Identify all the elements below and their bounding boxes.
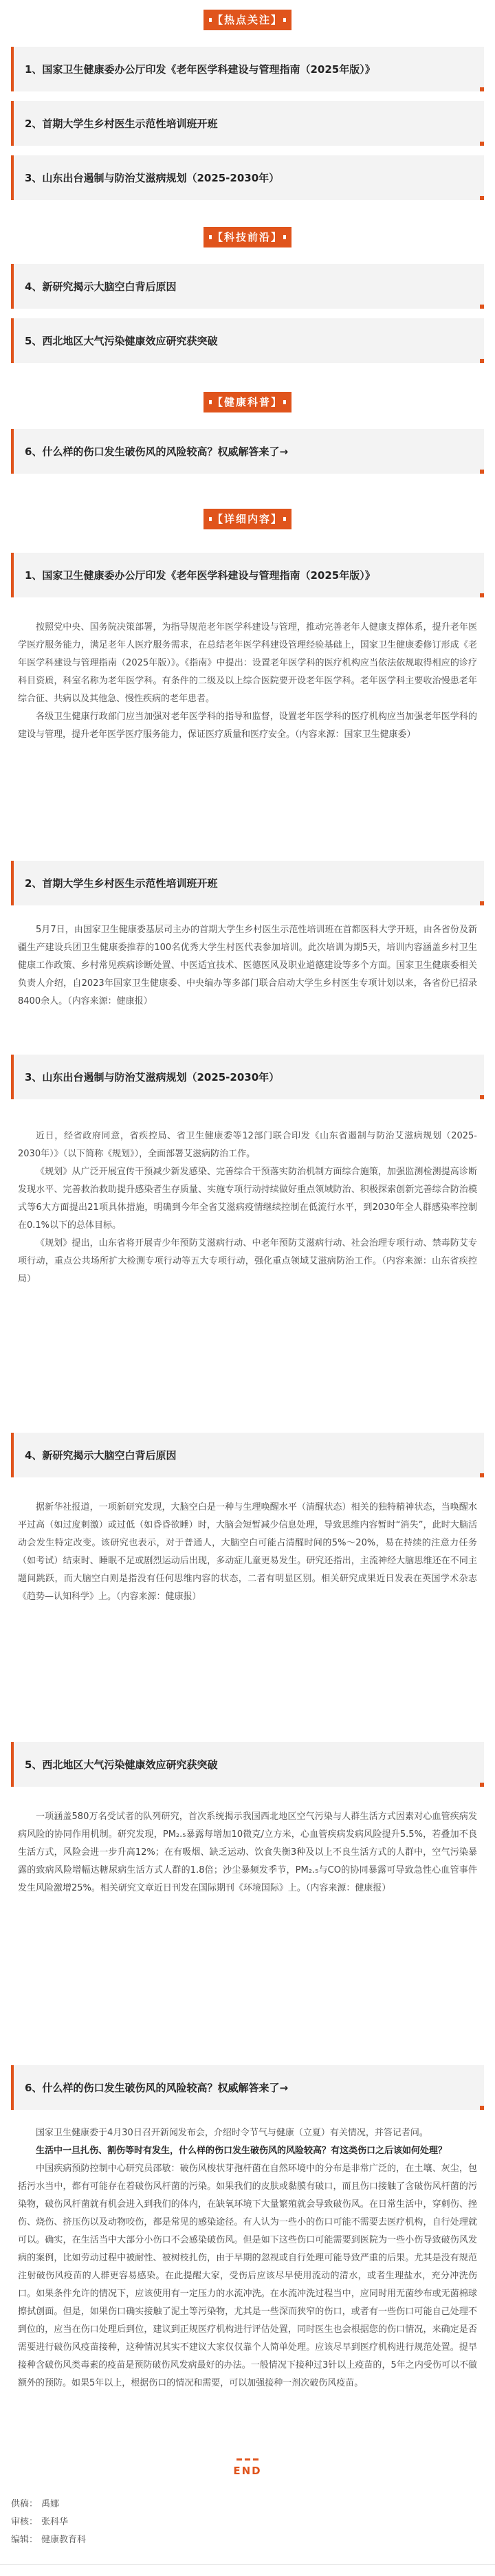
section-tag-tech: 【科技前沿】	[204, 227, 292, 247]
paragraph: 近日，经省政府同意，省疾控局、省卫生健康委等12部门联合印发《山东省遏制与防治艾滋病规划（2025-2030年）》（以下简称《规划》），全面部署艾滋病防治工作。	[18, 1131, 477, 1159]
headline-text: 2、首期大学生乡村医生示范性培训班开班	[25, 118, 218, 130]
corner-mark	[480, 196, 484, 200]
corner-mark	[480, 1783, 484, 1787]
section-tech	[0, 227, 495, 247]
detail-title	[11, 553, 484, 597]
health-list	[0, 419, 495, 483]
end-decoration	[0, 2458, 495, 2461]
detail-1-body	[0, 619, 495, 744]
detail-title-text: 5、西北地区大气污染健康效应研究获突破	[25, 1759, 218, 1771]
corner-mark	[480, 87, 484, 91]
paragraph: 国家卫生健康委于4月30日召开新闻发布会，介绍时令节气与健康（立夏）有关情况，并答记者问。	[36, 2128, 428, 2138]
corner-mark	[480, 901, 484, 905]
tech-list	[0, 254, 495, 373]
section-tag-hot: 【热点关注】	[204, 10, 292, 30]
hot-list	[0, 37, 495, 210]
corner-mark	[480, 2106, 484, 2110]
end-mark	[0, 2458, 495, 2477]
detail-title	[11, 1433, 484, 1477]
detail-title-text: 4、新研究揭示大脑空白背后原因	[25, 1449, 177, 1462]
detail-5-body	[0, 1808, 495, 1897]
paragraph: 各级卫生健康行政部门应当加强对老年医学科的指导和监督，设置老年医学科的医疗机构应当加强老年医学科的建设与管理，提升老年医学医疗服务能力，保证医疗质量和医疗安全。（内容来源：国家卫生健康委）	[18, 712, 477, 740]
paragraph: 据新华社报道，一项新研究发现，大脑空白是一种与生理唤醒水平（清醒状态）相关的独特精神状态，当唤醒水平过高（如过度刺激）或过低（如昏昏欲睡）时，大脑会短暂减少信息处理，导致思维内容暂时“消失”，此时大脑活动会发生特定改变。该研究也表示，对于普通人，大脑空白可能占清醒时间的5%～20%，易在持续的注意力任务（如考试）结束时、睡眠不足或剧烈运动后出现，多动症儿童更易发生。研究还指出，主流神经大脑思维还在不同主题间跳跃，而大脑空白则是指没有任何思维内容的状态，二者有明显区别。相关研究成果近日发表在英国学术杂志《趋势—认知科学》上。（内容来源：健康报）	[18, 1502, 477, 1602]
section-tag-detail: 【详细内容】	[204, 509, 292, 529]
headline-item[interactable]	[11, 101, 484, 146]
headline-text: 3、山东出台遏制与防治艾滋病规划（2025-2030年）	[25, 172, 280, 184]
detail-4-body	[0, 1499, 495, 1606]
section-hot	[0, 10, 495, 30]
detail-title	[11, 2065, 484, 2110]
end-label: END	[233, 2465, 262, 2477]
headline-item[interactable]	[11, 318, 484, 363]
detail-title-text: 1、国家卫生健康委办公厅印发《老年医学科建设与管理指南（2025年版）》	[25, 569, 375, 582]
paragraph: 中国疾病预防控制中心研究员邵敏：破伤风梭状芽孢杆菌在自然环境中的分布是非常广泛的，在土壤、灰尘，包括污水当中，都有可能存在着破伤风杆菌的污染。如果我们的皮肤或黏膜有破口，而且伤口接触了含破伤风杆菌的污染物，破伤风杆菌就有机会进入到我们的体内，在缺氧环境下大量繁殖就会导致破伤风。在日常生活中，穿刺伤、挫伤、烧伤、挤压伤以及动物咬伤，都是常见的感染途径。有人认为一些小的伤口可能不需要去医疗机构，自行处理就可以。确实，在生活当中大部分小伤口不会感染破伤风。但是如下这些伤口可能需要到医院为一些小伤导致破伤风发病的案例，比如劳动过程中被耐性、被树枝扎伤，由于早期的忽视或自行处理可能导致严重的后果。尤其是没有规范注射破伤风疫苗的人群更容易感染。在此提醒大家，受伤后应该尽早使用流动的清水，或者生理盐水，充分冲洗伤口。如果条件允许的情况下，应该使用有一定压力的水流冲洗。在水流冲洗过程当中，应同时用无菌纱布或无菌棉球擦拭创面。但是，如果伤口确实接触了泥土等污染物，尤其是一些深而狭窄的伤口，或者有一些伤口可能自己处理不到位的，应当在伤口处理后到位，建议到正规医疗机构进行评估处置，同时医生也会根据您的伤口情况，来确定是否需要进行破伤风疫苗接种，这种情况其实不建议大家仅仅靠个人简单处理。应该尽早到医疗机构进行规范处置。提早接种含破伤风类毒素的疫苗是预防破伤风发病最好的办法。一般情况下接种过3针以上疫苗的，5年之内受伤可以不做额外的预防。如果5年以上，根据伤口的情况和需要，可以加强接种一剂次破伤风疫苗。	[18, 2164, 477, 2388]
detail-title-text: 6、什么样的伤口发生破伤风的风险较高？权威解答来了→	[25, 2082, 289, 2094]
corner-mark	[480, 1095, 484, 1099]
corner-mark	[480, 305, 484, 309]
headline-item[interactable]	[11, 47, 484, 91]
headline-text: 1、国家卫生健康委办公厅印发《老年医学科建设与管理指南（2025年版）》	[25, 63, 375, 76]
section-health	[0, 392, 495, 412]
paragraph: 《规划》提出，山东省将开展青少年预防艾滋病行动、中老年预防艾滋病行动、社会治理专项行动、禁毒防艾专项行动，重点公共场所扩大检测专项行动等五大专项行动，强化重点领域艾滋病防治工作。（内容来源：山东省疾控局）	[18, 1238, 477, 1284]
headline-text: 5、西北地区大气污染健康效应研究获突破	[25, 335, 218, 347]
detail-2	[0, 851, 495, 905]
question-paragraph: 生活中一旦扎伤、割伤等时有发生，什么样的伤口发生破伤风的风险较高？有这类伤口之后该如何处理？	[36, 2146, 448, 2156]
section-detail	[0, 509, 495, 529]
headline-text: 4、新研究揭示大脑空白背后原因	[25, 280, 177, 293]
credit-row: 审核： 张科华	[11, 2517, 69, 2527]
headline-item[interactable]	[11, 429, 484, 474]
paragraph: 一项涵盖580万名受试者的队列研究，首次系统揭示我国西北地区空气污染与人群生活方式因素对心血管疾病发病风险的协同作用机制。研究发现，PM₂.₅暴露每增加10微克/立方米，心血管疾病发病风险提升5.5%，若叠加不良生活方式，风险会进一步升高12%；在有吸烟、缺乏运动、饮食失衡3种及以上不良生活方式的人群中，空气污染暴露的致病风险增幅达糖尿病生活方式人群的1.8倍；沙尘暴频发季节，PM₂.₅与CO的协同暴露可导致急性心血管事件发生风险激增25%。相关研究文章近日刊发在国际期刊《环境国际》上。（内容来源：健康报）	[18, 1812, 477, 1893]
paragraph: 5月7日，由国家卫生健康委基层司主办的首期大学生乡村医生示范性培训班在首都医科大学开班，由各省份及新疆生产建设兵团卫生健康委推荐的100名优秀大学生村医代表参加培训。此次培训为期5天，培训内容涵盖乡村卫生健康工作政策、乡村常见疾病诊断处置、中医适宜技术、医德医风及职业道德建设等多个方面。国家卫生健康委相关负责人介绍，自2023年国家卫生健康委、中央编办等多部门联合启动大学生乡村医生专项计划以来，各省份已招录8400余人。（内容来源：健康报）	[18, 925, 477, 1006]
detail-3-body	[0, 1127, 495, 1288]
detail-6	[0, 2056, 495, 2110]
detail-1	[0, 543, 495, 597]
detail-2-body	[0, 921, 495, 1011]
detail-4	[0, 1423, 495, 1477]
credit-row: 供稿： 禹娜	[11, 2499, 60, 2509]
corner-mark	[480, 359, 484, 363]
headline-item[interactable]	[11, 264, 484, 309]
detail-title	[11, 1055, 484, 1099]
detail-title	[11, 1742, 484, 1787]
detail-5	[0, 1732, 495, 1787]
credits	[11, 2496, 86, 2549]
headline-text: 6、什么样的伤口发生破伤风的风险较高？权威解答来了→	[25, 445, 289, 458]
corner-mark	[480, 593, 484, 597]
paragraph: 《规划》从广泛开展宣传干预减少新发感染、完善综合干预落实防治机制方面综合施策，加强监测检测提高诊断发现水平、完善救治救助提升感染者生存质量、实施专项行动持续做好重点领域防治、积极探索创新完善综合防治模式等6大方面提出21项具体措施，明确到今年全省艾滋病疫情继续控制在低流行水平，到2030年全人群感染率控制在0.1%以下的总体目标。	[18, 1167, 477, 1231]
corner-mark	[480, 1473, 484, 1477]
credit-row: 编辑： 健康教育科	[11, 2535, 87, 2545]
detail-3	[0, 1045, 495, 1099]
detail-title-text: 2、首期大学生乡村医生示范性培训班开班	[25, 877, 218, 890]
divider	[0, 2564, 495, 2565]
detail-6-body	[0, 2124, 495, 2392]
section-tag-health: 【健康科普】	[204, 392, 292, 412]
paragraph: 按照党中央、国务院决策部署，为指导规范老年医学科建设与管理，推动完善老年人健康支撑体系，提升老年医学医疗服务能力，满足老年人医疗服务需求，在总结老年医学科建设管理经验基础上，国家卫生健康委修订形成《老年医学科建设与管理指南（2025年版）》。《指南》中提出：设置老年医学科的医疗机构应当依法依规取得相应的诊疗科目资质，科室名称为老年医学科。有条件的二级及以上综合医院要开设老年医学科。老年医学科主要收治慢患老年综合征、共病以及其他急、慢性疾病的老年患者。	[18, 622, 477, 704]
corner-mark	[480, 142, 484, 146]
detail-title	[11, 861, 484, 905]
corner-mark	[480, 470, 484, 474]
headline-item[interactable]	[11, 155, 484, 200]
detail-title-text: 3、山东出台遏制与防治艾滋病规划（2025-2030年）	[25, 1071, 280, 1083]
